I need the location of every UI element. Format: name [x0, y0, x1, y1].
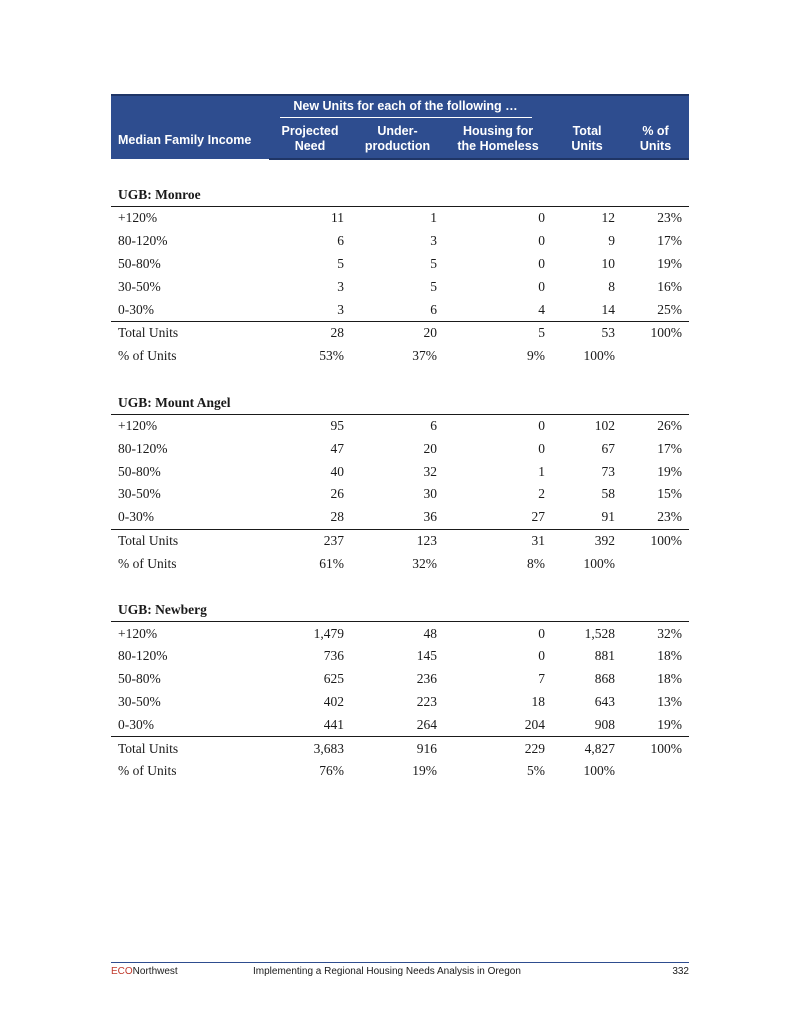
- table-cell: 1,479: [313, 625, 344, 641]
- table-cell: 47: [330, 440, 344, 456]
- table-cell: 643: [594, 693, 616, 709]
- table-cell: 50-80%: [118, 255, 161, 271]
- table-row: [111, 253, 689, 276]
- table-cell: 1: [538, 463, 546, 479]
- table-cell: 25%: [657, 301, 683, 317]
- table-cell: 229: [444, 737, 552, 760]
- table-cell: [622, 345, 689, 368]
- total-units-row: [111, 529, 689, 552]
- table-cell: 12: [601, 210, 616, 226]
- table-cell: [444, 368, 552, 392]
- table-cell: [622, 760, 689, 783]
- table-cell: [269, 368, 351, 392]
- table-cell: 14: [601, 301, 616, 317]
- table-cell: 32%: [657, 625, 683, 641]
- table-cell: [351, 575, 444, 599]
- table-cell: 402: [323, 693, 344, 709]
- table-cell: 20: [351, 321, 444, 344]
- table-cell: 881: [594, 648, 616, 664]
- table-cell: % of Units: [118, 763, 177, 779]
- table-cell: 264: [416, 716, 437, 732]
- table-cell: 26: [330, 486, 344, 502]
- table-cell: Total Units: [111, 737, 269, 760]
- section-title: UGB: Newberg: [111, 599, 689, 622]
- table-cell: 23%: [657, 509, 683, 525]
- table-cell: 95: [330, 417, 344, 433]
- table-cell: 28: [330, 509, 344, 525]
- table-cell: 30-50%: [118, 693, 161, 709]
- table-cell: 2: [538, 486, 546, 502]
- table-cell: 37%: [412, 348, 437, 364]
- table-cell: % of Units: [118, 348, 177, 364]
- table-cell: 67: [601, 440, 616, 456]
- table-cell: 0: [538, 625, 546, 641]
- table-cell: 0: [538, 210, 546, 226]
- table-cell: +120%: [118, 210, 158, 226]
- table-cell: 4: [538, 301, 546, 317]
- table-cell: 30-50%: [118, 278, 161, 294]
- table-cell: 11: [331, 210, 344, 226]
- table-cell: [269, 159, 351, 184]
- table-cell: 10: [601, 255, 616, 271]
- table-row: [111, 437, 689, 460]
- table-cell: 3: [337, 301, 344, 317]
- table-cell: 237: [269, 529, 351, 552]
- table-cell: 9%: [527, 348, 546, 364]
- table-cell: Total Units: [111, 529, 269, 552]
- table-cell: 1,528: [584, 625, 616, 641]
- footer-page-number: 332: [672, 966, 689, 977]
- footer-title: Implementing a Regional Housing Needs Analysis in Oregon: [253, 966, 521, 977]
- table-cell: 6: [337, 233, 344, 249]
- table-cell: 0: [538, 255, 546, 271]
- table-cell: [552, 159, 622, 184]
- table-cell: 392: [552, 529, 622, 552]
- table-cell: 625: [323, 671, 344, 687]
- header-projected-need: Projected Need: [269, 120, 351, 159]
- table-cell: 80-120%: [118, 648, 168, 664]
- housing-units-table-container: [111, 94, 689, 783]
- table-header: [111, 95, 689, 159]
- table-cell: [552, 575, 622, 599]
- table-cell: [444, 575, 552, 599]
- table-cell: 50-80%: [118, 463, 161, 479]
- table-cell: 76%: [319, 763, 344, 779]
- table-cell: 91: [601, 509, 616, 525]
- table-cell: 18: [531, 693, 546, 709]
- table-cell: 20: [423, 440, 437, 456]
- table-cell: 145: [416, 648, 437, 664]
- percent-units-row: [111, 345, 689, 368]
- table-cell: 48: [423, 625, 437, 641]
- table-cell: [111, 575, 269, 599]
- table-row: [111, 622, 689, 645]
- table-cell: +120%: [118, 625, 158, 641]
- section-spacer: [111, 368, 689, 392]
- footer-brand: ECONorthwest: [111, 966, 178, 977]
- table-cell: [444, 159, 552, 184]
- table-cell: 32: [423, 463, 437, 479]
- table-cell: 3,683: [269, 737, 351, 760]
- table-cell: 0: [538, 648, 546, 664]
- section-header-row: [111, 184, 689, 207]
- table-cell: 36: [423, 509, 437, 525]
- table-row: [111, 275, 689, 298]
- table-cell: 80-120%: [118, 233, 168, 249]
- table-cell: 100%: [583, 348, 616, 364]
- table-cell: 17%: [657, 233, 683, 249]
- table-cell: 441: [323, 716, 344, 732]
- table-cell: 13%: [657, 693, 683, 709]
- table-cell: 100%: [583, 763, 616, 779]
- table-row: [111, 230, 689, 253]
- table-cell: [111, 368, 269, 392]
- table-cell: 868: [594, 671, 616, 687]
- table-cell: 80-120%: [118, 440, 168, 456]
- table-cell: 30-50%: [118, 486, 161, 502]
- table-cell: 5: [430, 278, 437, 294]
- table-cell: 50-80%: [118, 671, 161, 687]
- section-spacer: [111, 575, 689, 599]
- table-cell: 102: [594, 417, 616, 433]
- table-row: [111, 460, 689, 483]
- table-cell: 0-30%: [118, 716, 154, 732]
- table-cell: 4,827: [552, 737, 622, 760]
- header-group-label: New Units for each of the following …: [280, 99, 532, 118]
- table-cell: 3: [337, 278, 344, 294]
- section-spacer: [111, 159, 689, 184]
- table-cell: 19%: [657, 463, 683, 479]
- table-row: [111, 668, 689, 691]
- percent-units-row: [111, 552, 689, 575]
- table-cell: 5: [444, 321, 552, 344]
- section-title: UGB: Monroe: [111, 184, 689, 207]
- table-cell: [622, 368, 689, 392]
- total-units-row: [111, 737, 689, 760]
- table-cell: 18%: [657, 648, 683, 664]
- table-cell: 31: [444, 529, 552, 552]
- page-footer: [111, 962, 689, 977]
- table-row: [111, 207, 689, 230]
- table-cell: 123: [351, 529, 444, 552]
- table-cell: 40: [330, 463, 344, 479]
- table-cell: 5: [337, 255, 344, 271]
- table-cell: 6: [430, 417, 437, 433]
- table-cell: [111, 159, 269, 184]
- header-underproduction: Under- production: [351, 120, 444, 159]
- table-cell: 23%: [657, 210, 683, 226]
- table-cell: 61%: [319, 555, 344, 571]
- table-cell: 28: [269, 321, 351, 344]
- table-cell: 236: [416, 671, 437, 687]
- table-cell: 53%: [319, 348, 344, 364]
- table-cell: [622, 575, 689, 599]
- table-cell: % of Units: [118, 555, 177, 571]
- table-cell: 0: [538, 278, 546, 294]
- table-cell: 19%: [657, 255, 683, 271]
- table-cell: 16%: [657, 278, 683, 294]
- table-cell: 0: [538, 417, 546, 433]
- table-cell: 0: [538, 233, 546, 249]
- table-body: [111, 159, 689, 783]
- table-cell: 908: [594, 716, 616, 732]
- header-percent-units: % of Units: [622, 120, 689, 159]
- table-cell: [269, 575, 351, 599]
- housing-units-table: [111, 94, 689, 783]
- table-cell: 0: [538, 440, 546, 456]
- table-cell: [351, 159, 444, 184]
- header-group-new-units: [269, 95, 552, 120]
- table-cell: [622, 159, 689, 184]
- table-cell: 19%: [412, 763, 437, 779]
- table-row: [111, 691, 689, 714]
- table-cell: 18%: [657, 671, 683, 687]
- table-cell: 100%: [583, 555, 616, 571]
- table-cell: [351, 368, 444, 392]
- table-cell: Total Units: [111, 321, 269, 344]
- table-cell: 19%: [657, 716, 683, 732]
- table-cell: 9: [608, 233, 616, 249]
- header-housing-homeless: Housing for the Homeless: [444, 120, 552, 159]
- table-cell: 100%: [622, 737, 689, 760]
- table-row: [111, 414, 689, 437]
- total-units-row: [111, 321, 689, 344]
- table-row: [111, 298, 689, 321]
- section-header-row: [111, 392, 689, 415]
- table-cell: [622, 552, 689, 575]
- table-cell: 32%: [412, 555, 437, 571]
- table-cell: 27: [531, 509, 546, 525]
- table-row: [111, 645, 689, 668]
- header-total-units: Total Units: [552, 120, 622, 159]
- table-row: [111, 713, 689, 736]
- table-cell: 17%: [657, 440, 683, 456]
- table-cell: 204: [524, 716, 546, 732]
- percent-units-row: [111, 760, 689, 783]
- table-cell: [552, 368, 622, 392]
- table-cell: 6: [430, 301, 437, 317]
- header-median-family-income: Median Family Income: [111, 95, 269, 159]
- table-cell: 0-30%: [118, 301, 154, 317]
- table-cell: 916: [351, 737, 444, 760]
- table-cell: 53: [552, 321, 622, 344]
- table-cell: 736: [323, 648, 344, 664]
- table-cell: +120%: [118, 417, 158, 433]
- section-header-row: [111, 599, 689, 622]
- table-cell: 3: [430, 233, 437, 249]
- table-cell: 8: [608, 278, 616, 294]
- table-cell: 15%: [657, 486, 683, 502]
- table-row: [111, 483, 689, 506]
- table-cell: 0-30%: [118, 509, 154, 525]
- table-cell: 73: [601, 463, 616, 479]
- table-cell: 223: [416, 693, 437, 709]
- table-cell: 1: [430, 210, 437, 226]
- table-cell: 5: [430, 255, 437, 271]
- table-cell: 8%: [527, 555, 546, 571]
- table-cell: 100%: [622, 321, 689, 344]
- section-title: UGB: Mount Angel: [111, 392, 689, 415]
- table-cell: 30: [423, 486, 437, 502]
- table-cell: 58: [601, 486, 616, 502]
- table-cell: 7: [538, 671, 546, 687]
- table-cell: 100%: [622, 529, 689, 552]
- table-cell: 5%: [527, 763, 546, 779]
- table-cell: 26%: [657, 417, 683, 433]
- table-row: [111, 506, 689, 529]
